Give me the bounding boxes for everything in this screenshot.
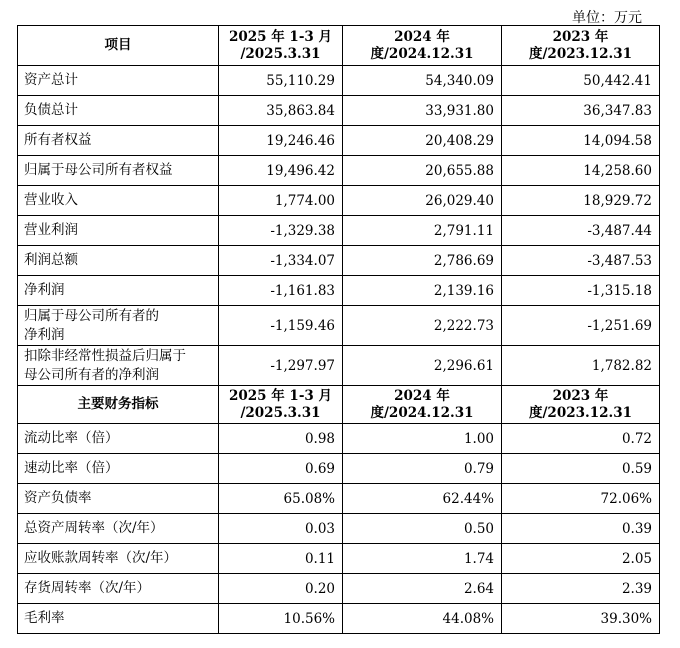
value-cell: 0.72 — [502, 424, 660, 454]
row-label: 资产总计 — [18, 66, 219, 96]
row-label: 营业收入 — [18, 186, 219, 216]
table-row — [18, 306, 660, 346]
row-label: 流动比率（倍） — [18, 424, 219, 454]
value-cell: 39.30% — [502, 604, 660, 634]
value-cell: 0.59 — [502, 454, 660, 484]
value-cell: 20,655.88 — [343, 156, 502, 186]
value-cell: 50,442.41 — [502, 66, 660, 96]
value-cell: 10.56% — [219, 604, 343, 634]
value-cell: 65.08% — [219, 484, 343, 514]
value-cell: 72.06% — [502, 484, 660, 514]
row-label: 扣除非经常性损益后归属于 母公司所有者的净利润 — [18, 346, 219, 386]
value-cell: 0.20 — [219, 574, 343, 604]
unit-label: 单位：万元 — [572, 10, 642, 26]
table-row — [18, 66, 660, 96]
value-cell: 2.39 — [502, 574, 660, 604]
header-row-cell: 2025 年 1-3 月 /2025.3.31 — [219, 26, 343, 66]
table-row — [18, 574, 660, 604]
value-cell: 26,029.40 — [343, 186, 502, 216]
value-cell: 19,246.46 — [219, 126, 343, 156]
table-row — [18, 96, 660, 126]
value-cell: 14,094.58 — [502, 126, 660, 156]
table-row — [18, 544, 660, 574]
value-cell: 0.39 — [502, 514, 660, 544]
value-cell: 19,496.42 — [219, 156, 343, 186]
table-row — [18, 424, 660, 454]
row-label: 归属于母公司所有者权益 — [18, 156, 219, 186]
row-label: 速动比率（倍） — [18, 454, 219, 484]
value-cell: 2,786.69 — [343, 246, 502, 276]
financial-table — [17, 25, 660, 634]
value-cell: -1,161.83 — [219, 276, 343, 306]
header-row-cell: 项目 — [18, 26, 219, 66]
indicator-header-row-cell: 2023 年度/2023.12.31 — [502, 386, 660, 424]
table-row — [18, 246, 660, 276]
indicator-header-row-cell: 2024 年度/2024.12.31 — [343, 386, 502, 424]
header-row-cell: 2023 年度/2023.12.31 — [502, 26, 660, 66]
table-row — [18, 156, 660, 186]
row-label: 负债总计 — [18, 96, 219, 126]
indicator-header-row — [18, 386, 660, 424]
table-row — [18, 484, 660, 514]
value-cell: 2,296.61 — [343, 346, 502, 386]
value-cell: 62.44% — [343, 484, 502, 514]
table-row — [18, 454, 660, 484]
value-cell: 35,863.84 — [219, 96, 343, 126]
value-cell: 1.00 — [343, 424, 502, 454]
value-cell: -1,334.07 — [219, 246, 343, 276]
row-label: 资产负债率 — [18, 484, 219, 514]
value-cell: 2,222.73 — [343, 306, 502, 346]
value-cell: 0.98 — [219, 424, 343, 454]
row-label: 归属于母公司所有者的 净利润 — [18, 306, 219, 346]
value-cell: 2.64 — [343, 574, 502, 604]
value-cell: -1,297.97 — [219, 346, 343, 386]
value-cell: -3,487.44 — [502, 216, 660, 246]
value-cell: 55,110.29 — [219, 66, 343, 96]
row-label: 应收账款周转率（次/年） — [18, 544, 219, 574]
header-row-cell: 2024 年度/2024.12.31 — [343, 26, 502, 66]
value-cell: -1,159.46 — [219, 306, 343, 346]
table-row — [18, 514, 660, 544]
table-row — [18, 604, 660, 634]
value-cell: 0.03 — [219, 514, 343, 544]
value-cell: 36,347.83 — [502, 96, 660, 126]
row-label: 营业利润 — [18, 216, 219, 246]
value-cell: -1,329.38 — [219, 216, 343, 246]
table-row — [18, 186, 660, 216]
value-cell: 0.11 — [219, 544, 343, 574]
row-label: 净利润 — [18, 276, 219, 306]
value-cell: -1,251.69 — [502, 306, 660, 346]
value-cell: 33,931.80 — [343, 96, 502, 126]
value-cell: 44.08% — [343, 604, 502, 634]
value-cell: -1,315.18 — [502, 276, 660, 306]
table-row — [18, 216, 660, 246]
value-cell: 1,774.00 — [219, 186, 343, 216]
row-label: 所有者权益 — [18, 126, 219, 156]
value-cell: 2,139.16 — [343, 276, 502, 306]
value-cell: 2,791.11 — [343, 216, 502, 246]
indicator-header-row-cell: 2025 年 1-3 月 /2025.3.31 — [219, 386, 343, 424]
row-label: 总资产周转率（次/年） — [18, 514, 219, 544]
value-cell: 18,929.72 — [502, 186, 660, 216]
value-cell: -3,487.53 — [502, 246, 660, 276]
value-cell: 1,782.82 — [502, 346, 660, 386]
table-row — [18, 276, 660, 306]
table-row — [18, 346, 660, 386]
value-cell: 0.79 — [343, 454, 502, 484]
value-cell: 2.05 — [502, 544, 660, 574]
value-cell: 1.74 — [343, 544, 502, 574]
value-cell: 54,340.09 — [343, 66, 502, 96]
row-label: 利润总额 — [18, 246, 219, 276]
row-label: 毛利率 — [18, 604, 219, 634]
value-cell: 20,408.29 — [343, 126, 502, 156]
indicator-header-row-cell: 主要财务指标 — [18, 386, 219, 424]
header-row — [18, 26, 660, 66]
value-cell: 0.50 — [343, 514, 502, 544]
table-row — [18, 126, 660, 156]
value-cell: 0.69 — [219, 454, 343, 484]
value-cell: 14,258.60 — [502, 156, 660, 186]
row-label: 存货周转率（次/年） — [18, 574, 219, 604]
